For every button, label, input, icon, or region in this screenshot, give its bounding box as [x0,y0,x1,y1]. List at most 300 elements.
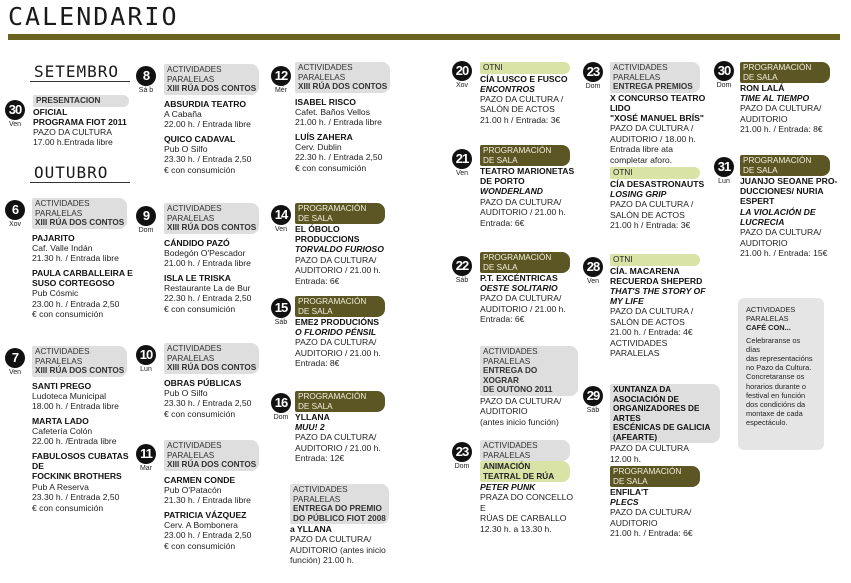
day-number: 30 [714,61,734,81]
day-number: 16 [271,393,291,413]
event-title: OBRAS PÚBLICAS [164,377,242,388]
note-text: Concretaranse os [746,372,805,382]
day-badge [269,66,293,95]
event-venue: AUDITORIO [740,237,788,248]
event-price: € con consumición [164,164,236,175]
tag-text: ACTIVIDADES [293,485,348,494]
event-venue: Pub O Silfo [164,387,208,398]
tag-text: PARALELAS [167,74,215,84]
event-title: PAJARITO [32,232,75,243]
tag-actividades-paralelas [164,343,259,374]
day-weekday: Sáb [586,407,600,414]
event-price: € con consumición [295,162,367,173]
day-badge [269,393,293,422]
event-time: 21.00 h. / Entrada: 4€ [610,327,693,338]
event-subtitle: O FLORIDO PÉNSIL [295,327,377,338]
tag-highlight: ENTREGA DO PREMIO [293,504,382,513]
event-time: 21.00 h / Entrada: 3€ [610,220,691,231]
tag-highlight: XIII RÚA DOS CONTOS [167,223,257,232]
day-badge [3,100,27,129]
event-venue: Cerv. A Bombonera [164,519,238,530]
day-weekday: Xov [8,221,22,228]
event-price: € con consumición [32,502,104,513]
event-title: QUICO CADAVAL [164,133,236,144]
event-block-8-oct [164,64,269,175]
event-price: € con consumición [164,408,236,419]
event-title: ABSURDIA TEATRO [164,98,247,109]
month-heading-outubro: OUTUBRO [34,163,109,182]
header-rule [8,34,840,40]
event-price: Entrada libre ata [610,144,674,155]
event-venue: RÚAS DE CARBALLO [480,513,567,524]
event-time: AUDITORIO / 21.00 h. [295,347,381,358]
event-time: 22.30 h. / Entrada 2,50 [164,293,252,304]
event-price: Entrada: 6€ [295,275,340,286]
event-venue: PAZO DA CULTURA / [610,306,694,317]
tag-text: PARALELAS [35,208,83,218]
event-block-16-oct [295,391,405,464]
event-time: AUDITORIO / 21.00 h. [295,442,381,453]
tag-highlight: TEATRAL DE RÚA [483,471,555,481]
tag-highlight: DO PÚBLICO FIOT 2008 [293,513,386,523]
event-subtitle: MY LIFE [610,296,644,307]
event-time: 21.00 h. / Entrada: 15€ [740,248,828,259]
event-title: ISABEL RISCO [295,96,356,107]
event-title: CÁNDIDO PAZÓ [164,237,230,248]
day-badge [450,442,474,471]
tag-actividades-paralelas [164,440,259,471]
event-venue: SALÓN DE ACTOS [480,104,555,115]
tag-text: DE SALA [298,401,333,411]
day-badge [581,62,605,91]
day-number: 7 [5,348,25,368]
event-venue: PAZO DA CULTURA / [610,123,694,134]
day-number: 23 [452,442,472,462]
day-number: 14 [271,205,291,225]
event-title: DUCCIONES/ NURIA [740,186,824,197]
month-heading-setembro: SETEMBRO [34,62,120,81]
event-venue: Bodegón O'Pescador [164,247,246,258]
event-title: EL ÓBOLO PRODUCCIONS [295,224,360,245]
day-badge [450,256,474,285]
event-price: € con consumición [32,309,104,320]
tag-text: PARALELAS [483,356,531,366]
event-time: AUDITORIO / 18.00 h. [610,133,696,144]
tag-presentacion: PRESENTACION [33,95,129,107]
tag-highlight: XIII RÚA DOS CONTOS [167,84,257,93]
page-title: CALENDARIO [8,2,179,31]
tag-highlight: XIII RÚA DOS CONTOS [298,82,388,91]
tag-otni: OTNI [610,254,700,266]
month-underline [30,81,130,82]
event-venue: A Cabaña [164,108,202,119]
tag-programacion-de-sala [295,203,385,224]
event-time: 18.00 h. / Entrada libre [32,401,119,412]
event-title: ENFILA'T [610,487,649,497]
event-title: JUANJO SEOANE PRO- [740,176,838,186]
event-venue: PAZO DA CULTURA/ [290,534,372,545]
event-venue: SALÓN DE ACTOS [610,316,685,327]
event-time: AUDITORIO / 21.00 h. [480,303,566,314]
day-badge [450,61,474,90]
tag-actividades-paralelas [295,62,390,93]
event-price: € con consumición [164,540,236,551]
day-weekday: Dom [454,463,470,470]
event-price: € con consumición [164,303,236,314]
event-block-22-oct-xograr [480,346,578,427]
day-number: 10 [136,345,156,365]
event-price: completar aforo. [610,154,673,165]
tag-highlight: (AFEARTE) [613,432,658,442]
day-badge [3,348,27,377]
event-time: 23.30 h. / Entrada 2,50 [32,492,120,503]
tag-actividades-paralelas [290,484,389,524]
event-subtitle: TORVALDO FURIOSO [295,244,384,255]
event-price: Entrada: 12€ [295,453,345,464]
tag-programacion-de-sala [295,296,385,317]
event-title: SUSO CORTEGOSO [32,277,115,288]
tag-highlight: XIII RÚA DOS CONTOS [167,363,257,372]
tag-text: ACTIVIDADES [35,347,90,356]
day-badge [134,66,158,95]
tag-highlight: ESCÉNICAS DE GALICIA [613,423,711,432]
event-block-30-oct [740,62,840,135]
event-subtitle: THAT'S THE STORY OF [610,285,706,296]
day-weekday: Dom [585,83,601,90]
event-venue: PAZO DA CULTURA/ [740,103,822,114]
day-number: 28 [583,257,603,277]
day-badge [712,61,736,90]
day-weekday: Dom [138,227,154,234]
event-title: P.T. EXCÉNTRICAS [480,273,558,283]
day-badge [134,345,158,374]
event-venue: PAZO DA CULTURA/ [480,395,562,406]
tag-highlight: XIII RÚA DOS CONTOS [35,218,125,227]
event-title: SANTI PREGO [32,380,92,391]
tag-text: PROGRAMACIÓN [743,63,812,72]
day-number: 30 [5,100,25,120]
tag-text: PROGRAMACIÓN [743,156,812,165]
event-venue: PAZO DA CULTURA/ [480,293,562,304]
event-title: YLLANA [295,412,330,422]
event-block-28-oct [610,254,720,359]
event-title: PATRICIA VÁZQUEZ [164,509,247,520]
event-time: 23.30 h. / Entrada 2,50 [164,154,252,165]
tag-programacion-de-sala [295,391,385,412]
event-title: EME2 PRODUCIÓNS [295,317,380,327]
tag-xuntanza [610,384,720,443]
event-time: 21.30 h. / Entrada libre [32,253,119,264]
event-time: AUDITORIO / 21.00 h. [295,265,381,276]
event-time: (antes inicio función) [480,416,559,427]
day-weekday: Dom [716,82,732,89]
event-title: CÍA LUSCO E FUSCO [480,73,568,84]
event-venue: PAZO DA CULTURA / [480,93,564,104]
event-title: CÍA. MACARENA [610,265,680,276]
event-title: RON LALÁ [740,83,785,93]
day-badge [3,200,27,229]
tag-programacion-de-sala [480,145,570,166]
tag-otni: OTNI [480,62,570,74]
tag-text: ACTIVIDADES [35,199,90,208]
day-weekday: Sá b [138,87,154,94]
event-title: X CONCURSO TEATRO LIDO [610,92,706,113]
tag-highlight: ANIMACIÓN [483,462,531,471]
day-number: 12 [271,66,291,86]
day-number: 20 [452,61,472,81]
event-time: 23.30 h. / Entrada 2,50 [164,398,252,409]
day-weekday: Ven [586,278,600,285]
event-venue: PAZO DA CULTURA [33,126,112,137]
event-title: "XOSÉ MANUEL BRÍS" [610,112,704,123]
note-title: CAFÉ CON... [746,323,791,333]
event-title: CÍA DESASTRONAUTS [610,178,705,189]
event-subtitle: PLECS [610,497,639,508]
event-venue: PAZO DA CULTURA/ [295,337,377,348]
event-time: 12.00 h. [610,453,642,464]
day-badge [581,386,605,415]
day-number: 15 [271,298,291,318]
day-number: 6 [5,200,25,220]
event-block-14-oct [295,203,405,286]
event-subtitle: WONDERLAND [480,186,544,197]
day-number: 22 [452,256,472,276]
day-weekday: Mér [274,87,288,94]
day-weekday: Xov [455,82,469,89]
event-subtitle: ENCONTROS [480,83,535,94]
tag-text: PARALELAS [35,356,83,366]
tag-otni: OTNI [610,167,700,179]
event-time: 23.00 h. / Entrada 2,50 [32,298,120,309]
event-block-22-oct [480,252,578,325]
event-venue: Restaurante La de Bur [164,282,251,293]
event-venue: Pub A Reserva [32,481,89,492]
day-weekday: Lun [140,366,152,373]
tag-text: PARALELAS [167,450,215,460]
event-venue: AUDITORIO [480,406,528,416]
tag-highlight: ENTREGA DO XOGRAR [483,366,538,385]
event-venue: PAZO DA CULTURA [610,443,689,453]
event-venue: Pub O Silfo [164,143,208,154]
day-number: 11 [136,444,156,464]
tag-text: DE SALA [483,155,518,165]
tag-highlight: XUNTANZA DA [613,385,672,394]
day-weekday: Sáb [274,319,288,326]
tag-programacion-de-sala [740,62,830,83]
day-weekday: Dom [273,414,289,421]
tag-text: DE SALA [743,165,778,175]
event-block-7-oct [32,346,134,513]
tag-text: ACTIVIDADES [167,441,222,450]
event-price: Entrada: 6€ [480,217,525,228]
event-block-15-oct [295,296,405,369]
tag-text: PROGRAMACIÓN [483,146,552,155]
event-price: Entrada: 8€ [295,358,340,369]
event-block-20-oct [480,62,578,125]
day-badge [269,298,293,327]
event-time: AUDITORIO / 21.00 h. [480,207,566,218]
tag-text: PROGRAMACIÓN [483,253,552,262]
event-time: AUDITORIO (antes inicio [290,544,386,555]
event-venue: PAZO DA CULTURA/ [610,507,692,518]
event-venue: Caf. Valle Indán [32,242,93,253]
note-text: no Pazo da Cultura. [746,363,812,373]
day-number: 31 [714,157,734,177]
tag-text: ACTIVIDADES [613,63,668,72]
event-time: 22.00 h. / Entrada libre [164,119,251,130]
tag-text: PROGRAMACIÓN [298,204,367,213]
event-subtitle: LUCRECIA [740,216,785,227]
tag-actividades-paralelas [480,440,570,461]
event-title: FOCKINK BROTHERS [32,471,122,482]
tag-text: DE SALA [483,262,518,272]
tag-actividades-paralelas [32,346,127,377]
note-heading: ACTIVIDADES [746,305,796,314]
event-time: 22.00 h. /Entrada libre [32,436,117,447]
event-title: CARMEN CONDE [164,474,236,485]
event-venue: AUDITORIO [610,517,658,528]
event-block-6-oct [32,198,134,320]
event-time: 17.00 h.Entrada libre [33,137,113,148]
note-text: festival en función [746,390,806,400]
event-subtitle: MUU! 2 [295,422,325,433]
day-badge [581,257,605,286]
note-text: espectáculo. [746,418,788,428]
event-time: función) 21.00 h. [290,555,355,566]
day-badge [134,444,158,473]
event-block-12-oct [295,62,405,173]
event-category: ACTIVIDADES [610,337,668,348]
day-badge [269,205,293,234]
event-block-21-oct [480,145,578,228]
event-title: a YLLANA [290,524,332,534]
tag-actividades-paralelas [480,346,578,396]
day-badge [450,149,474,178]
event-time: 23.00 h. / Entrada 2,50 [164,530,252,541]
day-weekday: Ven [455,170,469,177]
event-time: 22.30 h. / Entrada 2,50 [295,152,383,163]
note-text: montaxe de cada [746,409,803,419]
tag-programacion-de-sala [610,466,700,487]
event-venue: Ludoteca Municipal [32,390,107,401]
tag-text: ACTIVIDADES [167,204,222,213]
tag-highlight: DE OUTONO 2011 [483,385,553,394]
event-subtitle: TIME AL TIEMPO [740,93,810,104]
note-text: horarios durante o [746,381,806,391]
tag-actividades-paralelas [164,64,259,95]
tag-text: DE SALA [743,72,778,82]
tag-text: DE SALA [298,306,333,316]
note-heading: PARALELAS [746,314,789,324]
event-venue: PRAZA DO CONCELLO E [480,492,574,513]
event-block-16-oct-premio [290,484,405,566]
day-weekday: Ven [8,121,22,128]
event-subtitle: LOSING GRIP [610,188,667,199]
day-weekday: Mar [139,465,153,472]
tag-text: PROGRAMACIÓN [298,392,367,401]
tag-text: DE SALA [613,476,648,486]
event-venue: PAZO DA CULTURA/ [295,254,377,265]
tag-highlight: XIII RÚA DOS CONTOS [167,460,257,469]
tag-text: PROGRAMACIÓN [613,467,682,476]
tag-text: PARALELAS [167,213,215,223]
event-subtitle: OESTE SOLITARIO [480,283,558,294]
tag-highlight: ASOCIACIÓN DE [613,394,679,404]
tag-actividades-paralelas [32,198,127,229]
event-block-11-oct [164,440,269,551]
event-venue: PAZO DA CULTURA/ [480,196,562,207]
event-venue: PAZO DA CULTURA/ [740,227,822,238]
tag-highlight: ENTREGA PREMIOS [613,82,693,91]
tag-text: ACTIVIDADES [483,441,538,450]
tag-text: ACTIVIDADES [167,65,222,74]
event-venue: Pub O'Patacón [164,484,222,495]
tag-text: PARALELAS [613,72,661,82]
event-title: ESPERT [740,196,775,207]
tag-animacion [480,461,570,482]
event-block-30-sep [33,95,133,148]
day-badge [134,206,158,235]
event-time: 21.30 h. / Entrada libre [164,495,251,506]
event-venue: AUDITORIO [740,113,788,124]
note-text: das representacións [746,354,813,364]
event-time: 21.00 h / Entrada: 3€ [480,114,561,125]
event-time: 21.00 h. / Entrada: 8€ [740,124,823,135]
event-title: OFICIAL [33,106,68,117]
event-block-9-oct [164,203,269,314]
event-title: RECUERDA SHEPERD [610,275,703,286]
tag-text: ACTIVIDADES [298,63,353,72]
day-weekday: Ven [8,369,22,376]
month-underline [30,182,130,183]
event-time: 21.00 h. / Entrada: 6€ [610,528,693,539]
event-venue: Pub Cósmic [32,288,79,299]
event-title: DE PORTO [480,176,525,187]
event-venue: Cerv. Dublin [295,141,342,152]
event-title: PAULA CARBALLEIRA E [32,267,133,278]
day-number: 9 [136,206,156,226]
tag-actividades-paralelas [610,62,700,93]
day-number: 8 [136,66,156,86]
event-block-10-oct [164,343,269,419]
tag-actividades-paralelas [164,203,259,234]
tag-text: PARALELAS [167,353,215,363]
event-title: MARTA LADO [32,415,89,426]
note-cafe-con [738,298,824,450]
day-weekday: Sáb [455,277,469,284]
tag-text: DE SALA [298,213,333,223]
event-time: 21.00 h. / Entrada libre [295,117,382,128]
tag-programacion-de-sala [480,252,570,273]
day-number: 21 [452,149,472,169]
tag-text: PARALELAS [483,450,531,460]
note-text: Celebraranse os días [746,335,801,354]
note-text: dos condicións da [746,400,806,410]
tag-text: PROGRAMACIÓN [298,297,367,306]
event-block-29-oct [610,384,720,539]
event-title: PROGRAMA FIOT 2011 [33,116,127,127]
day-weekday: Ven [274,226,288,233]
event-title: TEATRO MARIONETAS [480,166,575,176]
day-weekday: Lun [718,178,730,185]
tag-text: PARALELAS [293,494,341,504]
event-price: Entrada: 6€ [480,314,525,325]
event-venue: PAZO DA CULTURA / [610,199,694,210]
event-venue: PAZO DA CULTURA/ [295,432,377,443]
day-number: 29 [583,386,603,406]
event-title: LUÍS ZAHERA [295,131,353,142]
tag-highlight: XIII RÚA DOS CONTOS [35,366,125,375]
